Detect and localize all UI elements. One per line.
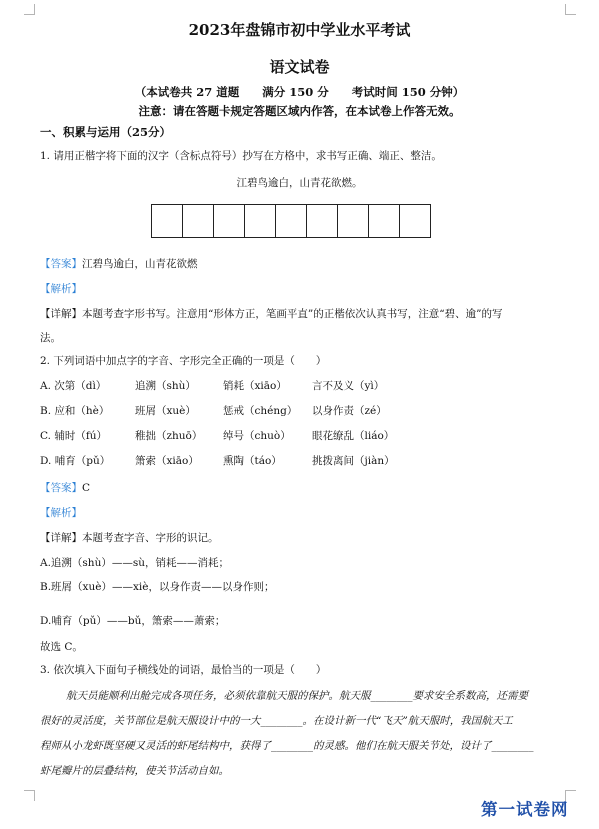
q2-answer: 【答案】C xyxy=(40,482,91,494)
q2-option-a-label: A. 次第（dì） xyxy=(40,380,107,392)
section-heading: 一、积累与运用（25分） xyxy=(40,125,172,139)
exam-info: （本试卷共 27 道题 满分 150 分 考试时间 150 分钟） xyxy=(134,85,465,99)
q2-detail-d: D.哺育（pǔ）——bǔ，箫索——萧索； xyxy=(40,615,226,627)
q1-answer: 【答案】江碧鸟逾白，山青花欲燃 xyxy=(40,258,198,270)
q2-option-b-word4: 以身作责（zé） xyxy=(312,405,387,417)
q2-option-d-word2: 箫索（xiāo） xyxy=(135,455,199,467)
q2-option-c-word3: 绰号（chuò） xyxy=(223,430,291,442)
q2-option-a-word4: 言不及义（yì） xyxy=(312,380,385,392)
grid-cell[interactable] xyxy=(399,204,431,238)
q3-passage-line3: 程师从小龙虾既坚硬又灵活的虾尾结构中，获得了________的灵感。他们在航天服关节处，设计了________ xyxy=(40,740,534,752)
q1-detail: 【详解】本题考查字形书写。注意用“形体方正，笔画平直”的正楷依次认真书写，注意“碧、逾”的写 xyxy=(40,308,503,320)
q1-text: 1. 请用正楷字将下面的汉字（含标点符号）抄写在方格中，求书写正确、端正、整洁。 xyxy=(40,150,442,162)
crop-mark-bottom-left xyxy=(24,790,35,801)
q3-passage-line4: 虾尾瓣片的层叠结构，使关节活动自如。 xyxy=(40,765,229,777)
q1-source-text: 江碧鸟逾白，山青花欲燃。 xyxy=(236,177,363,189)
q2-option-d-word4: 挑拨离间（jiàn） xyxy=(312,455,395,467)
exam-title: 2023年盘锦市初中学业水平考试 xyxy=(188,21,411,39)
exam-subject: 语文试卷 xyxy=(269,58,330,76)
q2-detail-a: A.追溯（shù）——sù，销耗——消耗； xyxy=(40,557,229,569)
q2-option-b-word2: 班屑（xuè） xyxy=(135,405,196,417)
q3-passage-line2: 很好的灵活度，关节部位是航天服设计中的一大________。在设计新一代“飞天”航天服时，我国航天工 xyxy=(40,715,513,727)
site-watermark-logo: 第一试卷网 xyxy=(481,800,569,819)
writing-grid xyxy=(152,204,431,238)
q3-text: 3. 依次填入下面句子横线处的词语，最恰当的一项是（ ） xyxy=(40,664,327,676)
q2-option-d-word3: 熏陶（táo） xyxy=(223,455,282,467)
grid-cell[interactable] xyxy=(213,204,245,238)
q2-text: 2. 下列词语中加点字的字音、字形完全正确的一项是（ ） xyxy=(40,355,327,367)
q1-detail-cont: 法。 xyxy=(40,332,61,344)
grid-cell[interactable] xyxy=(368,204,400,238)
q2-option-c-label: C. 辅时（fú） xyxy=(40,430,107,442)
grid-cell[interactable] xyxy=(182,204,214,238)
q2-analysis-tag: 【解析】 xyxy=(40,507,82,519)
grid-cell[interactable] xyxy=(151,204,183,238)
exam-notice: 注意：请在答题卡规定答题区域内作答，在本试卷上作答无效。 xyxy=(138,104,461,118)
q2-option-a-word3: 销耗（xiāo） xyxy=(223,380,287,392)
q2-detail-b: B.班屑（xuè）——xiè，以身作责——以身作则； xyxy=(40,581,275,593)
q3-passage-line1: 航天员能顺利出舱完成各项任务，必须依靠航天服的保护。航天服________要求安全系数高，还需要 xyxy=(66,690,528,702)
q2-option-b-word3: 惩戒（chéng） xyxy=(223,405,298,417)
crop-mark-top-right xyxy=(565,4,576,15)
grid-cell[interactable] xyxy=(275,204,307,238)
q2-conclusion: 故选 C。 xyxy=(40,641,83,653)
answer-tag: 【答案】 xyxy=(40,258,82,270)
q2-option-d-label: D. 哺育（pǔ） xyxy=(40,455,111,467)
q2-option-c-word2: 稚拙（zhuō） xyxy=(135,430,203,442)
q1-analysis-tag: 【解析】 xyxy=(40,283,82,295)
crop-mark-top-left xyxy=(24,4,35,15)
q2-option-c-word4: 眼花缭乱（liáo） xyxy=(312,430,395,442)
q2-option-a-word2: 追溯（shù） xyxy=(135,380,196,392)
grid-cell[interactable] xyxy=(337,204,369,238)
q2-detail: 【详解】本题考查字音、字形的识记。 xyxy=(40,532,219,544)
grid-cell[interactable] xyxy=(244,204,276,238)
grid-cell[interactable] xyxy=(306,204,338,238)
q2-option-b-label: B. 应和（hè） xyxy=(40,405,110,417)
